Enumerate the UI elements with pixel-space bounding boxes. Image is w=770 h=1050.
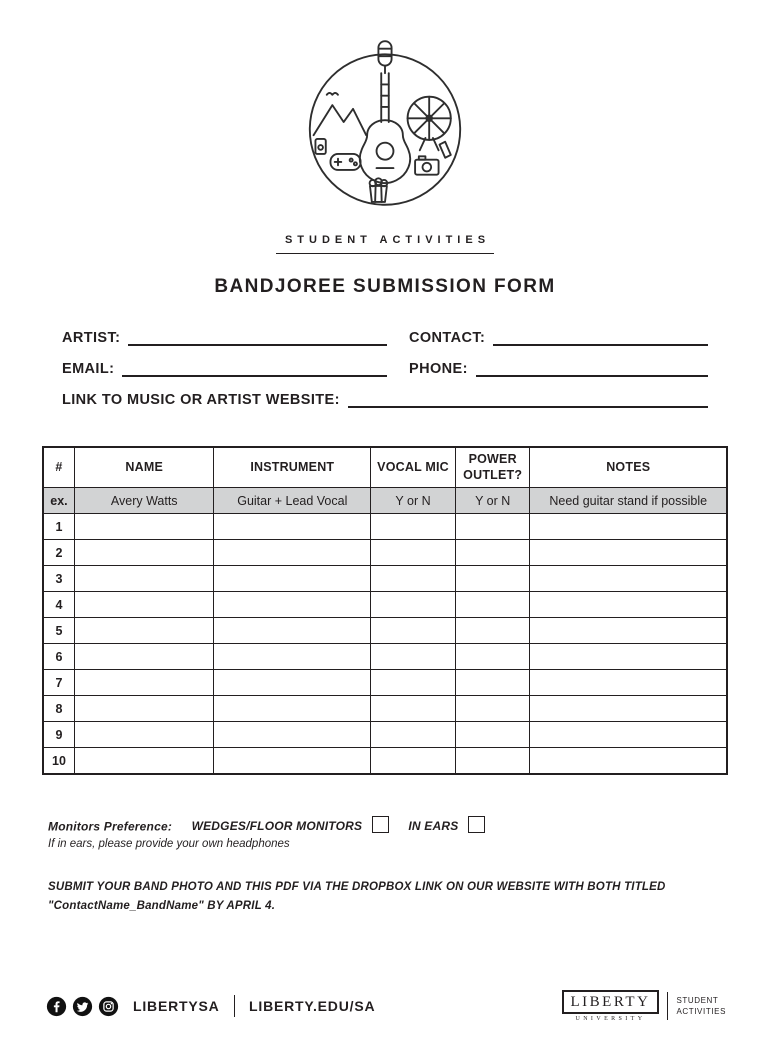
band-table-body <box>43 488 727 774</box>
power-outlet-cell[interactable] <box>455 514 530 540</box>
dept-student: STUDENT <box>676 995 726 1006</box>
power-outlet-cell[interactable] <box>455 566 530 592</box>
row-number: 7 <box>43 670 74 696</box>
header-cell-power-outlet: POWER OUTLET? <box>455 447 530 488</box>
instrument-cell[interactable] <box>214 722 371 748</box>
vocal-mic-cell[interactable] <box>371 514 456 540</box>
name-cell[interactable] <box>74 748 214 774</box>
twitter-icon <box>72 996 93 1017</box>
page-title: BANDJOREE SUBMISSION FORM <box>0 276 770 298</box>
name-cell[interactable] <box>74 566 214 592</box>
example-row <box>43 488 727 514</box>
facebook-icon <box>46 996 67 1017</box>
instrument-cell[interactable] <box>214 540 371 566</box>
vocal-mic-cell[interactable] <box>371 644 456 670</box>
power-outlet-cell[interactable] <box>455 644 530 670</box>
vocal-mic-cell[interactable] <box>371 748 456 774</box>
artist-label: ARTIST: <box>62 330 120 346</box>
row-number: 10 <box>43 748 74 774</box>
logo-section <box>0 26 770 254</box>
instrument-cell[interactable] <box>214 644 371 670</box>
instrument-cell[interactable] <box>214 670 371 696</box>
row-number: ex. <box>43 488 74 514</box>
vocal-mic-cell[interactable] <box>371 592 456 618</box>
instrument-cell[interactable] <box>214 618 371 644</box>
table-row <box>43 748 727 774</box>
footer-divider <box>234 995 236 1017</box>
vocal-mic-cell[interactable] <box>371 696 456 722</box>
row-number: 6 <box>43 644 74 670</box>
power-outlet-cell[interactable] <box>455 670 530 696</box>
power-outlet-cell[interactable] <box>455 618 530 644</box>
liberty-university-logo <box>562 990 727 1022</box>
vocal-mic-cell[interactable] <box>371 540 456 566</box>
footer <box>46 990 726 1022</box>
notes-cell[interactable] <box>530 592 727 618</box>
power-outlet-cell[interactable] <box>455 696 530 722</box>
in-ears-option-label: IN EARS <box>408 819 458 833</box>
notes-cell[interactable] <box>530 670 727 696</box>
header-cell-number: # <box>43 447 74 488</box>
notes-cell[interactable] <box>530 644 727 670</box>
contact-label: CONTACT: <box>409 330 485 346</box>
row-number: 2 <box>43 540 74 566</box>
table-row <box>43 566 727 592</box>
name-cell[interactable] <box>74 722 214 748</box>
row-number: 4 <box>43 592 74 618</box>
notes-cell[interactable] <box>530 540 727 566</box>
table-row <box>43 618 727 644</box>
notes-cell[interactable] <box>530 618 727 644</box>
name-cell[interactable] <box>74 644 214 670</box>
social-handle: LIBERTYSA <box>133 998 220 1014</box>
wedges-option-label: WEDGES/FLOOR MONITORS <box>192 819 363 833</box>
table-header-row <box>43 447 727 488</box>
row-number: 9 <box>43 722 74 748</box>
notes-cell[interactable] <box>530 696 727 722</box>
instrument-cell[interactable] <box>214 592 371 618</box>
table-row <box>43 514 727 540</box>
in-ears-note: If in ears, please provide your own headphones <box>48 838 722 850</box>
contact-form <box>62 330 708 408</box>
vocal-mic-cell[interactable] <box>371 722 456 748</box>
power-outlet-cell[interactable] <box>455 748 530 774</box>
instrument-cell[interactable] <box>214 514 371 540</box>
table-row <box>43 696 727 722</box>
instrument-cell[interactable] <box>214 696 371 722</box>
vocal-mic-cell[interactable] <box>371 618 456 644</box>
notes-cell[interactable] <box>530 514 727 540</box>
submission-instructions <box>48 878 722 916</box>
header-cell-instrument: INSTRUMENT <box>214 447 371 488</box>
notes-cell[interactable] <box>530 566 727 592</box>
power-outlet-cell[interactable] <box>455 722 530 748</box>
university-label: UNIVERSITY <box>562 1016 660 1022</box>
name-cell[interactable] <box>74 696 214 722</box>
band-table <box>42 446 728 775</box>
example-instrument-cell: Guitar + Lead Vocal <box>214 488 371 514</box>
in-ears-checkbox[interactable] <box>468 816 485 833</box>
row-number: 3 <box>43 566 74 592</box>
row-number: 5 <box>43 618 74 644</box>
table-row <box>43 722 727 748</box>
example-name-cell: Avery Watts <box>74 488 214 514</box>
monitors-section <box>48 819 722 836</box>
name-cell[interactable] <box>74 618 214 644</box>
website-text: LIBERTY.EDU/SA <box>249 998 375 1014</box>
instrument-cell[interactable] <box>214 748 371 774</box>
power-outlet-cell[interactable] <box>455 592 530 618</box>
phone-label: PHONE: <box>409 361 468 377</box>
name-cell[interactable] <box>74 540 214 566</box>
brand-text: STUDENT ACTIVITIES <box>276 234 494 254</box>
wedges-checkbox[interactable] <box>372 816 389 833</box>
example-notes-cell: Need guitar stand if possible <box>530 488 727 514</box>
power-outlet-cell[interactable] <box>455 540 530 566</box>
table-row <box>43 540 727 566</box>
example-power-outlet-cell: Y or N <box>455 488 530 514</box>
phone-field[interactable] <box>476 361 708 377</box>
header-cell-notes: NOTES <box>530 447 727 488</box>
footer-social <box>46 995 375 1017</box>
student-activities-logo-icon <box>291 26 479 219</box>
table-row <box>43 644 727 670</box>
notes-cell[interactable] <box>530 722 727 748</box>
contact-field[interactable] <box>493 330 708 346</box>
vocal-mic-cell[interactable] <box>371 566 456 592</box>
website-label: LINK TO MUSIC OR ARTIST WEBSITE: <box>62 392 340 408</box>
table-row <box>43 592 727 618</box>
submission-line-1: SUBMIT YOUR BAND PHOTO AND THIS PDF VIA THE DROPBOX LINK ON OUR WEBSITE WITH BOTH TITLED <box>48 878 722 897</box>
instagram-icon <box>98 996 119 1017</box>
artist-field[interactable] <box>128 330 387 346</box>
name-cell[interactable] <box>74 514 214 540</box>
row-number: 1 <box>43 514 74 540</box>
email-field[interactable] <box>122 361 387 377</box>
dept-activities: ACTIVITIES <box>676 1006 726 1017</box>
website-field[interactable] <box>348 392 708 408</box>
header-cell-name: NAME <box>74 447 214 488</box>
name-cell[interactable] <box>74 670 214 696</box>
table-row <box>43 670 727 696</box>
row-number: 8 <box>43 696 74 722</box>
header-cell-vocal-mic: VOCAL MIC <box>371 447 456 488</box>
liberty-wordmark: LIBERTY <box>562 990 660 1014</box>
vocal-mic-cell[interactable] <box>371 670 456 696</box>
monitors-preference-label: Monitors Preference: <box>48 819 172 833</box>
notes-cell[interactable] <box>530 748 727 774</box>
submission-line-2: "ContactName_BandName" BY APRIL 4. <box>48 897 722 916</box>
email-label: EMAIL: <box>62 361 114 377</box>
example-vocal-mic-cell: Y or N <box>371 488 456 514</box>
liberty-logo-divider <box>667 992 668 1020</box>
name-cell[interactable] <box>74 592 214 618</box>
instrument-cell[interactable] <box>214 566 371 592</box>
